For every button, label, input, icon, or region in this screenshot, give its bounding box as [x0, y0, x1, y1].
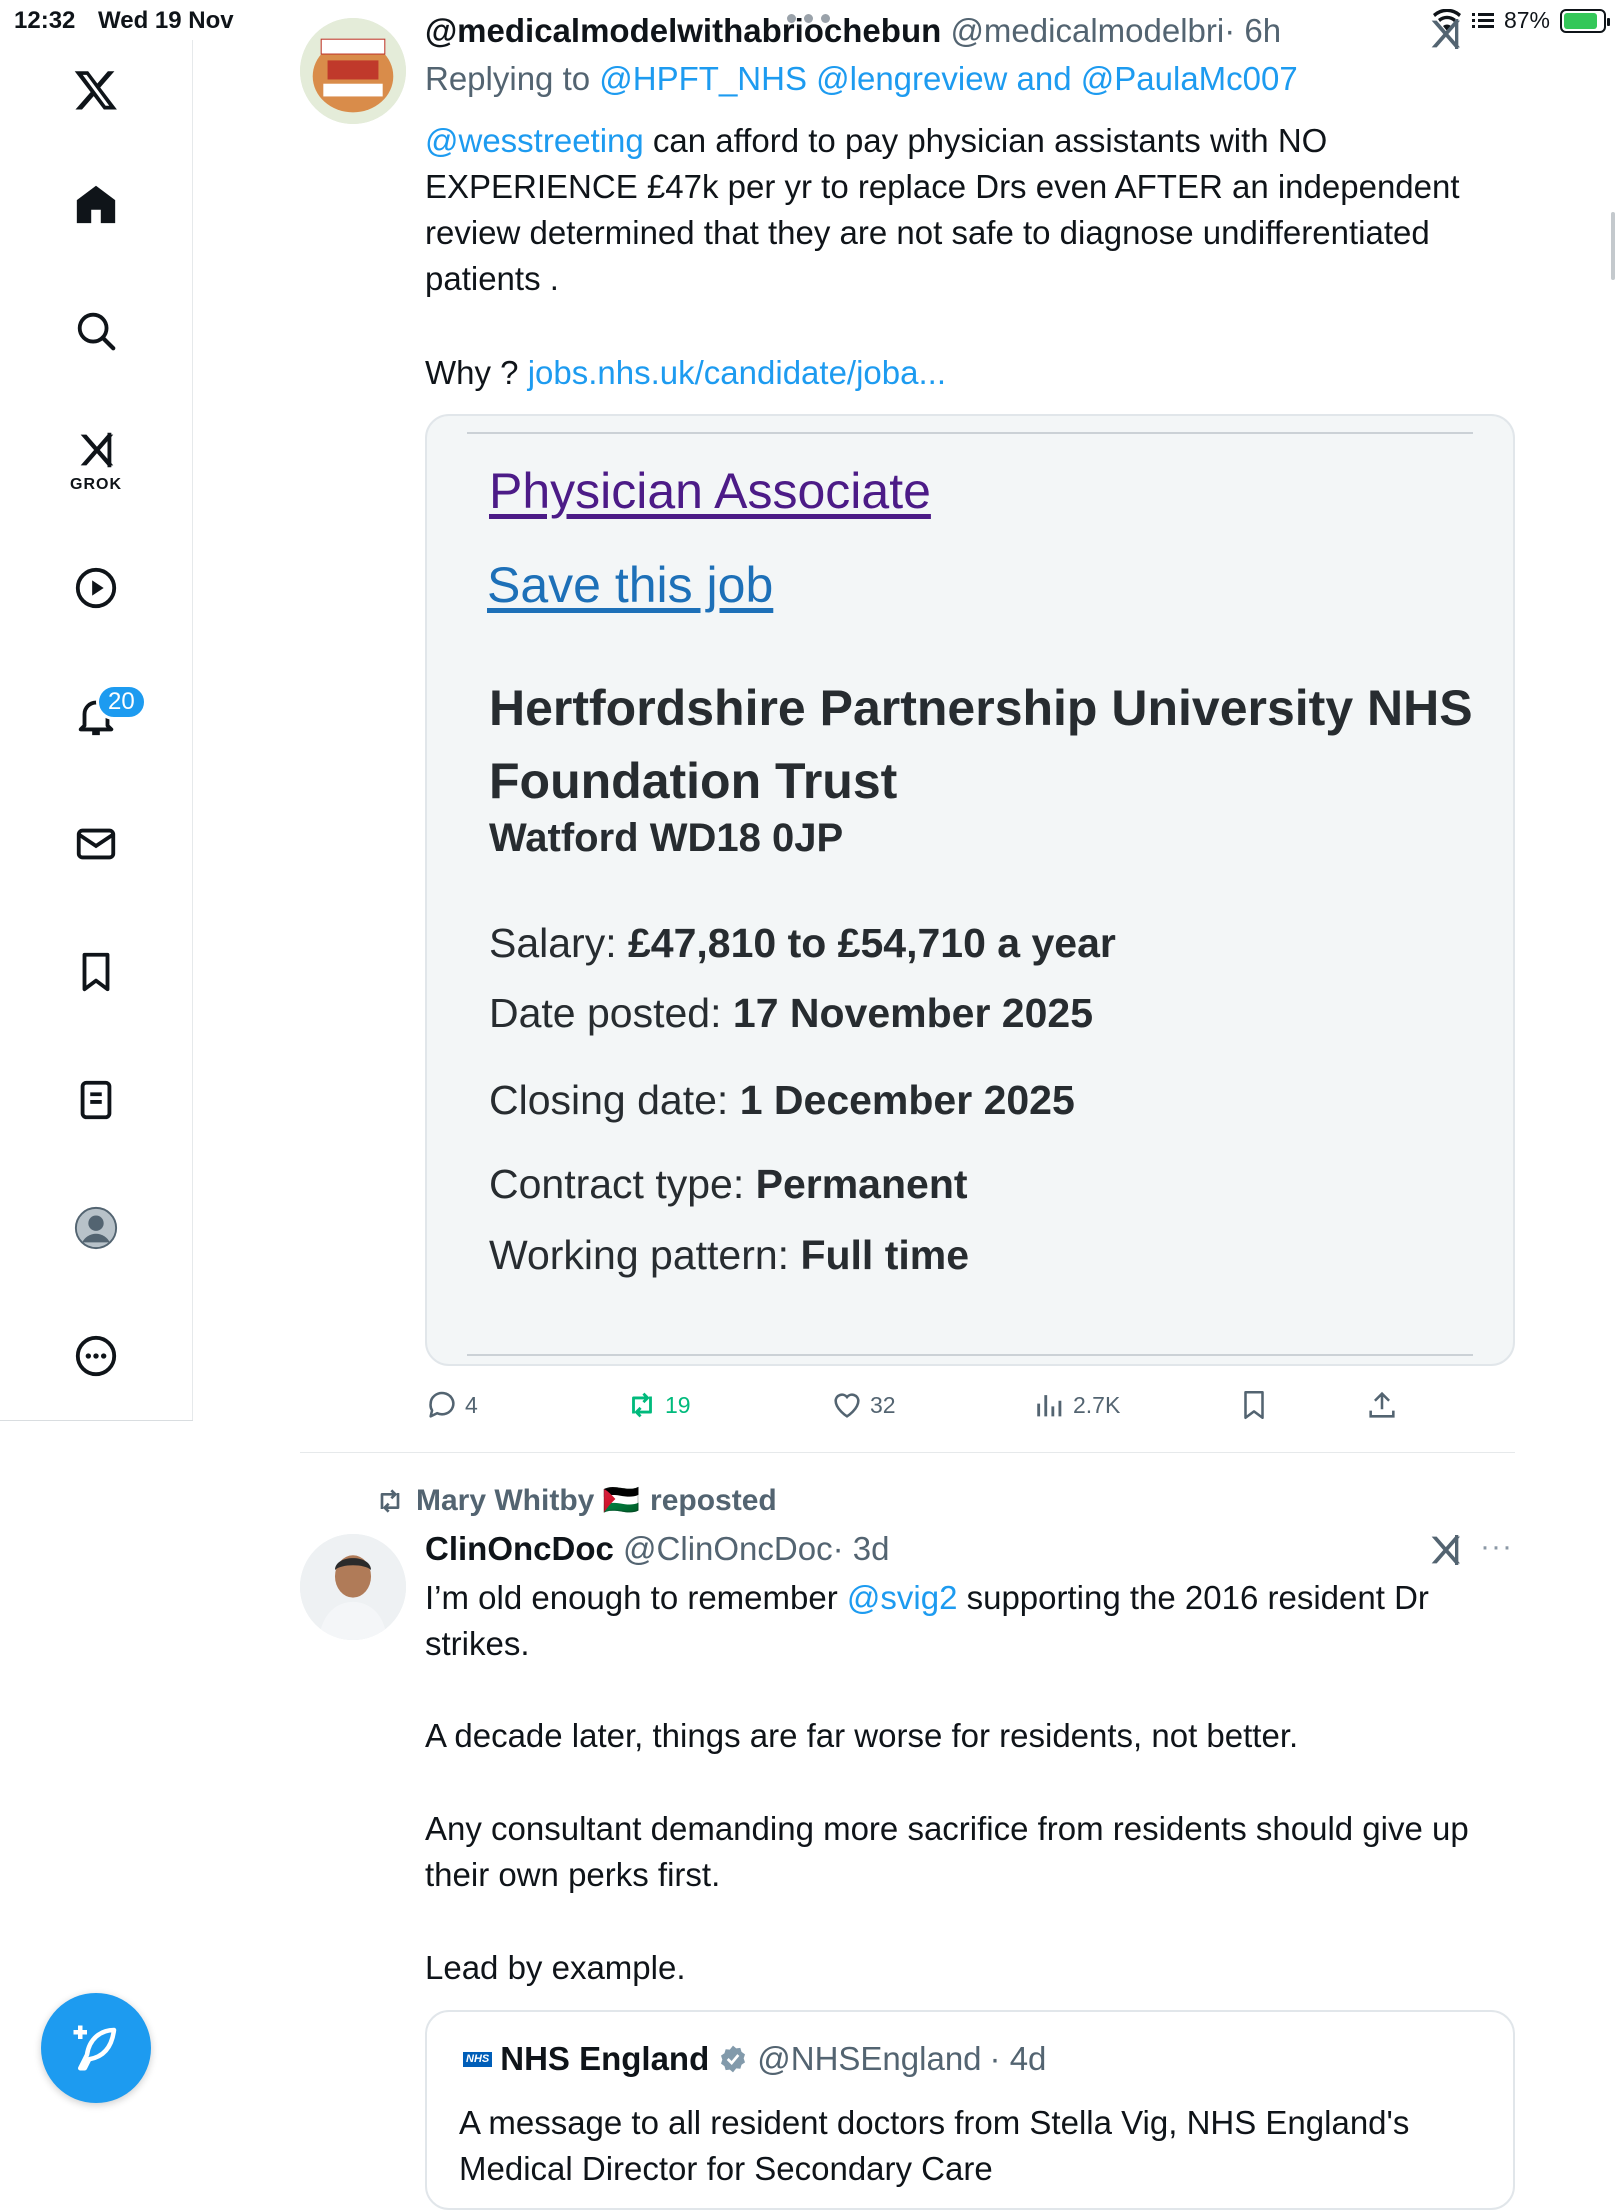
sidebar-divider [0, 1420, 193, 1421]
salary-label: Salary: [489, 920, 628, 966]
status-date: Wed 19 Nov [98, 7, 234, 34]
share-icon [1365, 1388, 1399, 1422]
tweet-text-p1 [425, 1575, 1515, 1667]
home-icon[interactable] [56, 164, 136, 244]
quoted-header [463, 2040, 1046, 2078]
status-time: 12:32 [14, 7, 76, 34]
display-name[interactable]: @medicalmodelwithabriochebun [425, 12, 942, 49]
job-location: Watford WD18 0JP [489, 816, 844, 860]
avatar[interactable] [300, 1534, 406, 1640]
notifications-badge: 20 [96, 684, 147, 720]
quoted-handle: @NHSEngland [757, 2040, 982, 2077]
tweet-text-p4: Lead by example. [425, 1949, 686, 1986]
tweet-actions [425, 1388, 1515, 1438]
battery-icon [1560, 9, 1606, 33]
quoted-time: · 4d [989, 2040, 1047, 2077]
heart-icon [830, 1388, 864, 1422]
quoted-tweet[interactable] [425, 2010, 1515, 2210]
grok-label: GROK [70, 476, 122, 493]
closing-value: 1 December 2025 [739, 1077, 1075, 1123]
battery-percent: 87% [1503, 7, 1550, 33]
more-icon[interactable]: ··· [1480, 1530, 1513, 1563]
tweet-text-main: can afford to pay physician assistants with NO EXPERIENCE £47k per yr to replace Drs even AFTER an independent review determined that they are not safe to diagnose undifferentiated patients . [425, 122, 1460, 297]
display-name[interactable]: ClinOncDoc [425, 1530, 614, 1567]
contract-row [489, 1161, 968, 1208]
replying-to [425, 60, 1298, 98]
quoted-display-name: NHS England [500, 2040, 710, 2077]
salary-value: £47,810 to £54,710 a year [628, 920, 1116, 966]
list-icon [1472, 11, 1494, 31]
x-logo-icon[interactable] [56, 50, 136, 130]
tweet-divider [300, 1452, 1515, 1453]
like-button[interactable] [830, 1388, 896, 1422]
posted-value: 17 November 2025 [732, 990, 1094, 1036]
share-button[interactable] [1365, 1388, 1399, 1422]
tweet-header [425, 12, 1281, 50]
employer-name: Hertfordshire Partnership University NHS Foundation Trust [489, 680, 1473, 809]
tweet-text-p3: Any consultant demanding more sacrifice from residents should give up their own perks first. [425, 1810, 1469, 1893]
repost-button[interactable] [625, 1388, 691, 1422]
lists-icon[interactable] [56, 1060, 136, 1140]
posted-label: Date posted: [489, 990, 733, 1036]
why-text: Why ? [425, 354, 528, 391]
pattern-label: Working pattern: [489, 1232, 801, 1278]
verified-badge-icon [717, 2043, 749, 2075]
p1-text-a: I’m old enough to remember [425, 1579, 847, 1616]
nhs-logo: NHS [463, 2052, 492, 2067]
more-options-icon[interactable] [56, 1316, 136, 1396]
bookmark-button[interactable] [1237, 1388, 1271, 1422]
search-icon[interactable] [56, 291, 136, 371]
views-chart-icon [1033, 1388, 1067, 1422]
avatar[interactable] [300, 18, 406, 124]
repost-icon [625, 1388, 659, 1422]
mention-link[interactable]: @wesstreeting [425, 122, 644, 159]
reply-count: 4 [465, 1391, 478, 1418]
reply-icon [425, 1388, 459, 1422]
tweet-text-p2: A decade later, things are far worse for residents, not better. [425, 1717, 1299, 1754]
mention-link[interactable]: @svig2 [846, 1579, 958, 1616]
contract-label: Contract type: [489, 1161, 756, 1207]
video-icon[interactable] [56, 548, 136, 628]
quoted-text: A message to all resident doctors from Stella Vig, NHS England's Medical Director for Secondary Care [459, 2104, 1410, 2187]
views-count: 2.7K [1073, 1391, 1121, 1418]
handle[interactable]: @ClinOncDoc [623, 1530, 833, 1567]
replying-to-users[interactable]: @HPFT_NHS @lengreview and @PaulaMc007 [599, 60, 1298, 97]
compose-post-button[interactable] [41, 1993, 151, 2103]
handle[interactable]: @medicalmodelbri [950, 12, 1225, 49]
compose-feather-icon [69, 2021, 123, 2075]
repost-icon [374, 1485, 406, 1517]
grok-icon[interactable] [1425, 1530, 1465, 1570]
views-button[interactable] [1033, 1388, 1120, 1422]
tweet-header [425, 1530, 889, 1568]
reposter-name[interactable]: Mary Whitby 🇵🇸 [416, 1484, 641, 1517]
job-listing-image[interactable] [425, 414, 1515, 1366]
pattern-value: Full time [800, 1232, 970, 1278]
pattern-row [489, 1232, 969, 1279]
contract-value: Permanent [755, 1161, 968, 1207]
tweet-text-why [425, 350, 1515, 396]
salary-row [489, 920, 1116, 967]
closing-label: Closing date: [489, 1077, 740, 1123]
reposted-label: reposted [650, 1483, 777, 1517]
p1-text-b: supporting the 2016 resident Dr strikes. [425, 1579, 1429, 1662]
repost-count: 19 [665, 1391, 691, 1418]
grok-icon[interactable] [1425, 14, 1465, 54]
bookmarks-icon[interactable] [56, 932, 136, 1012]
timestamp[interactable]: · 3d [832, 1530, 890, 1567]
tweet-text [425, 118, 1515, 302]
job-link[interactable]: jobs.nhs.uk/candidate/joba... [527, 354, 946, 391]
messages-mail-icon[interactable] [56, 804, 136, 884]
card-rule-bottom [467, 1354, 1473, 1356]
reposted-by[interactable] [374, 1483, 777, 1518]
timestamp[interactable]: · 6h [1224, 12, 1282, 49]
job-title: Physician Associate [489, 463, 931, 519]
reply-button[interactable] [425, 1388, 478, 1422]
scrollbar-thumb[interactable] [1611, 212, 1615, 280]
save-job-link: Save this job [487, 557, 774, 613]
replying-to-label: Replying to [425, 60, 591, 97]
card-rule-top [467, 432, 1473, 434]
closing-row [489, 1077, 1075, 1124]
posted-row [489, 990, 1093, 1037]
like-count: 32 [870, 1391, 896, 1418]
bookmark-icon [1237, 1388, 1271, 1422]
profile-avatar-icon[interactable] [56, 1188, 136, 1268]
